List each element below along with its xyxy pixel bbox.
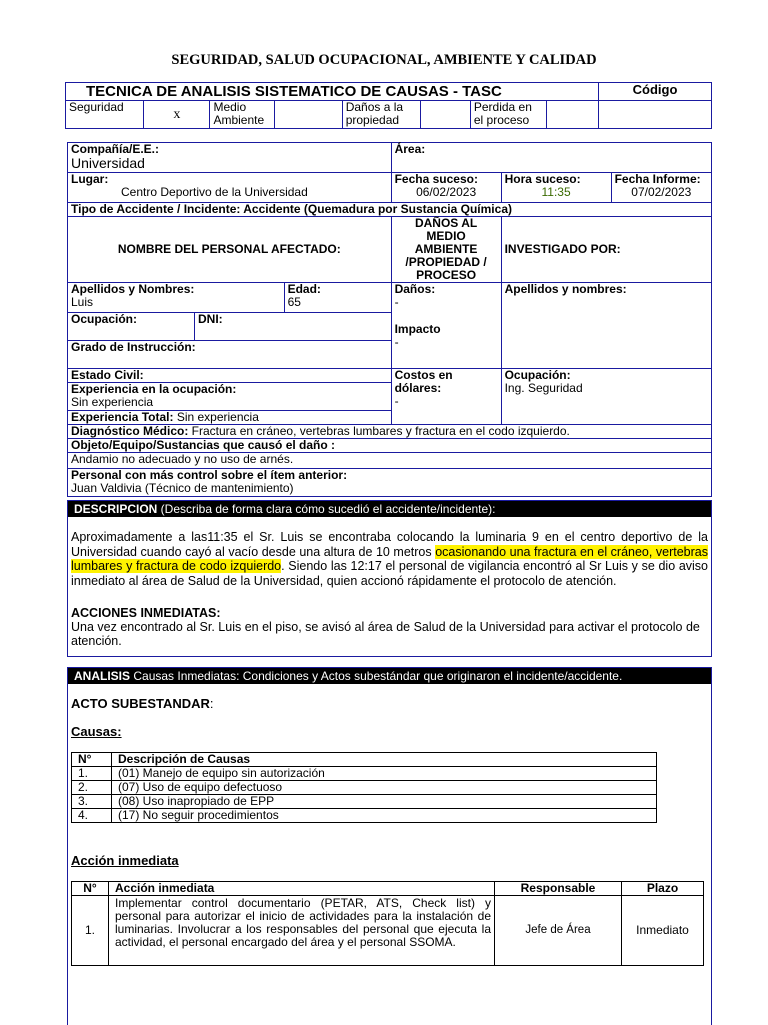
descripcion-text-2: . Siendo las 12:17 el personal de vigilancia encontró al Sr Luis y se dio aviso inmediato al área de Salud de la Universidad, quien accionó rápidamente el protocolo de atención.: [71, 559, 708, 588]
analisis-bar-title: ANALISIS: [74, 669, 131, 683]
personal-control-label: Personal con más control sobre el ítem anterior:: [71, 468, 348, 482]
fecha-informe-value: 07/02/2023: [631, 185, 692, 199]
dni-label: DNI:: [195, 313, 392, 341]
diagnostico-value: Fractura en cráneo, vertebras lumbares y fractura en el codo izquierdo.: [188, 424, 570, 438]
descripcion-bar-title: DESCRIPCION: [74, 502, 158, 516]
personal-control-cell: [68, 469, 712, 497]
accion-inmediata-label: Acción inmediata: [71, 853, 179, 868]
danos-value: -: [394, 295, 399, 309]
objeto-label: Objeto/Equipo/Sustancias que causó el daño :: [68, 439, 712, 453]
costos-label: Costos en dólares:: [394, 368, 453, 395]
causas-label: Causas:: [71, 724, 122, 739]
exp-total-value: Sin experiencia: [173, 410, 259, 424]
descripcion-text: [68, 517, 711, 588]
causas-header-n: N°: [72, 753, 112, 767]
acciones-inmediatas-label: ACCIONES INMEDIATAS:: [71, 606, 221, 620]
apellidos2-label: Apellidos y nombres:: [501, 283, 711, 369]
ocupacion2-cell: [501, 369, 711, 425]
grado-label: Grado de Instrucción:: [68, 341, 392, 369]
fecha-suceso-cell: [391, 173, 501, 203]
fecha-suceso-value: 06/02/2023: [416, 185, 477, 199]
acciones-header-accion: Acción inmediata: [109, 882, 495, 896]
medio-ambiente-label: Medio Ambiente: [210, 101, 274, 129]
compania-value: Universidad: [71, 155, 145, 171]
impacto-label: Impacto: [394, 322, 441, 336]
causa-n: 1.: [72, 767, 112, 781]
causa-n: 3.: [72, 795, 112, 809]
causa-desc: (17) No seguir procedimientos: [112, 809, 657, 823]
codigo-value: [599, 101, 712, 129]
hora-suceso-value: 11:35: [541, 185, 571, 199]
descripcion-text-1: Aproximadamente a las11:35 el Sr. Luis se encontraba colocando la luminaria 9 en el centro deportivo de la Universidad cuando cayó al vacío desde una altura de 10 metros: [71, 530, 708, 559]
incident-info-table: [67, 142, 712, 497]
exp-total-cell: [68, 411, 392, 425]
codigo-label: Código: [599, 83, 712, 101]
descripcion-bar: [68, 501, 711, 517]
descripcion-section: [67, 500, 712, 657]
investigado-header: INVESTIGADO POR:: [501, 217, 711, 283]
acciones-header-plazo: Plazo: [622, 882, 704, 896]
seguridad-mark: x: [144, 101, 210, 129]
danos-cell: [391, 283, 501, 369]
diagnostico-label: Diagnóstico Médico:: [71, 424, 189, 438]
analisis-bar: [68, 668, 711, 684]
experiencia-value: Sin experiencia: [71, 395, 154, 409]
fecha-informe-label: Fecha Informe:: [614, 172, 701, 186]
fecha-suceso-label: Fecha suceso:: [394, 172, 478, 186]
acto-subestandar: [71, 696, 214, 711]
form-title: TECNICA DE ANALISIS SISTEMATICO DE CAUSAS - TASC: [66, 83, 599, 101]
descripcion-bar-subtitle: (Describa de forma clara cómo sucedió el accidente/incidente):: [157, 502, 496, 516]
personal-control-value: Juan Valdivia (Técnico de mantenimiento): [71, 481, 294, 495]
estado-civil-label: Estado Civil:: [68, 369, 392, 383]
costos-value: -: [394, 394, 399, 408]
lugar-cell: [68, 173, 392, 203]
accion-text: Implementar control documentario (PETAR, ATS, Check list) y personal para autorizar el inicio de actividades para la instalación de luminarias. Involucrar a los responsables del personal que ejecuta la actividad, el personal encargado del área y el personal SSOMA.: [109, 896, 495, 966]
apellidos-value: Luis: [71, 295, 94, 309]
acto-subestandar-label: ACTO SUBESTANDAR: [71, 696, 210, 711]
perdida-proceso-label: Perdida en el proceso: [470, 101, 546, 129]
diagnostico-cell: [68, 425, 712, 439]
document-header: SEGURIDAD, SALUD OCUPACIONAL, AMBIENTE Y CALIDAD: [171, 52, 597, 68]
ocupacion-label: Ocupación:: [68, 313, 195, 341]
compania-cell: [68, 143, 392, 173]
danos-medio-header: DAÑOS AL MEDIO AMBIENTE /PROPIEDAD / PROCESO: [391, 217, 501, 283]
accion-responsable: Jefe de Área: [495, 896, 622, 966]
medio-ambiente-check: [274, 101, 342, 129]
acciones-header-n: N°: [72, 882, 109, 896]
causa-desc: (08) Uso inapropiado de EPP: [112, 795, 657, 809]
causa-desc: (07) Uso de equipo defectuoso: [112, 781, 657, 795]
accion-n: 1.: [72, 896, 109, 966]
causa-desc: (01) Manejo de equipo sin autorización: [112, 767, 657, 781]
seguridad-label: Seguridad: [66, 101, 144, 129]
edad-cell: [284, 283, 391, 313]
acciones-header-responsable: Responsable: [495, 882, 622, 896]
descripcion-text-highlight: ocasionando una fractura en el cráneo, vertebras lumbares y fractura de codo izquierdo: [71, 544, 708, 573]
edad-label: Edad:: [287, 282, 321, 296]
experiencia-cell: [68, 383, 392, 411]
lugar-value: Centro Deportivo de la Universidad: [121, 185, 308, 199]
analisis-section: [67, 667, 712, 1025]
accion-plazo: Inmediato: [622, 896, 704, 966]
compania-label: Compañía/E.E.:: [71, 142, 160, 156]
causa-n: 4.: [72, 809, 112, 823]
form-title-table: [65, 82, 712, 129]
nombre-personal-header: NOMBRE DEL PERSONAL AFECTADO:: [68, 217, 392, 283]
edad-value: 65: [287, 295, 301, 309]
lugar-label: Lugar:: [71, 172, 109, 186]
ocupacion2-value: Ing. Seguridad: [504, 381, 583, 395]
acciones-inmediatas-text: Una vez encontrado al Sr. Luis en el piso, se avisó al área de Salud de la Universidad para activar el protocolo de atención.: [71, 620, 700, 648]
objeto-value: Andamio no adecuado y no uso de arnés.: [68, 453, 712, 469]
ocupacion2-label: Ocupación:: [504, 368, 571, 382]
experiencia-label: Experiencia en la ocupación:: [71, 382, 237, 396]
danos-label: Daños:: [394, 282, 436, 296]
apellidos-label: Apellidos y Nombres:: [71, 282, 195, 296]
perdida-proceso-check: [547, 101, 599, 129]
analisis-bar-subtitle: Causas Inmediatas: Condiciones y Actos subestándar que originaron el incidente/accidente.: [130, 669, 623, 683]
costos-cell: [391, 369, 501, 425]
exp-total-label: Experiencia Total:: [71, 410, 174, 424]
apellidos-cell: [68, 283, 285, 313]
acto-subestandar-colon: :: [209, 696, 214, 711]
danos-propiedad-check: [421, 101, 471, 129]
hora-suceso-cell: [501, 173, 611, 203]
fecha-informe-cell: [611, 173, 711, 203]
danos-propiedad-label: Daños a la propiedad: [342, 101, 420, 129]
causas-header-desc: Descripción de Causas: [112, 753, 657, 767]
area-label: Área:: [391, 143, 711, 173]
hora-suceso-label: Hora suceso:: [504, 172, 581, 186]
tipo-accidente: Tipo de Accidente / Incidente: Accidente (Quemadura por Sustancia Química): [68, 203, 712, 217]
causa-n: 2.: [72, 781, 112, 795]
causas-table: [71, 752, 657, 823]
acciones-table: [71, 881, 704, 966]
impacto-value: -: [394, 335, 399, 349]
